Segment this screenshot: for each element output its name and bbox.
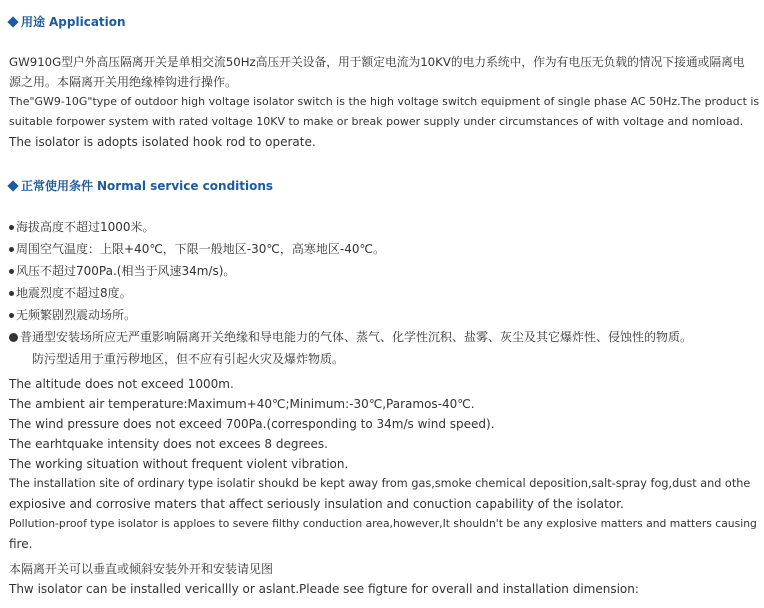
condition-en-line: The installation site of ordinary type isolatir shoukd be kept away from gas,smoke chemical deposition,salt-spray fog,dust and othe <box>9 477 751 490</box>
application-zh-line-2: 源之用。本隔离开关用绝缘棒钩进行操作。 <box>9 75 238 89</box>
application-en-line-2: suitable forpower system with rated voltage 10KV to make or break power supply under circumstances of with voltage and nomload. <box>9 115 744 128</box>
condition-en-line: The ambient air temperature:Maximum+40℃;Minimum:-30℃,Paramos-40℃. <box>9 397 475 411</box>
condition-en-line: The wind pressure does not exceed 700Pa.(corresponding to 34m/s wind speed). <box>9 417 495 431</box>
application-zh-line-1: GW910G型户外高压隔离开关是单相交流50Hz高压开关设备，用于额定电流为10KV的电力系统中，作为有电压无负载的情况下接通或隔离电 <box>9 55 745 69</box>
conditions-heading: 正常使用条件 Normal service conditions <box>9 176 273 196</box>
condition-en-line: Pollution-proof type isolator is apploes to severe filthy conduction area,however,It shouldn't be any explosive matters and matters causing <box>9 517 757 530</box>
condition-zh-indent: 防污型适用于重污秽地区，但不应有引起火灾及爆炸物质。 <box>32 352 345 366</box>
bullet-icon <box>9 291 14 296</box>
application-en-line-3: The isolator is adopts isolated hook rod to operate. <box>9 135 316 149</box>
condition-en-line: The working situation without frequent violent vibration. <box>9 457 349 471</box>
diamond-bullet-icon <box>7 180 18 191</box>
condition-zh-item: 海拔高度不超过1000米。 <box>9 217 155 237</box>
condition-zh-item: 风压不超过700Pa.(相当于风速34m/s)。 <box>9 261 235 281</box>
condition-en-line: The altitude does not exceed 1000m. <box>9 377 234 391</box>
installation-zh: 本隔离开关可以垂直或倾斜安装外开和安装请见图 <box>9 562 274 576</box>
bullet-icon <box>9 247 14 252</box>
installation-en: Thw isolator can be installed vericallly or aslant.Pleade see figture for overall and installation dimension: <box>9 582 639 596</box>
condition-en-line: The earhtquake intensity does not excees 8 degrees. <box>9 437 328 451</box>
diamond-bullet-icon <box>7 16 18 27</box>
condition-zh-item: 普通型安装场所应无严重影响隔离开关绝缘和导电能力的气体、蒸气、化学性沉积、盐雾、灰尘及其它爆炸性、侵蚀性的物质。 <box>9 327 692 347</box>
condition-zh-item: 无频繁剧烈震动场所。 <box>9 305 136 325</box>
application-en-line-1: The"GW9-10G"type of outdoor high voltage isolator switch is the high voltage switch equipment of single phase AC 50Hz.The product is <box>9 95 760 108</box>
bullet-icon <box>9 225 14 230</box>
condition-en-line: fire. <box>9 537 33 551</box>
bullet-icon <box>9 333 18 342</box>
condition-zh-item: 地震烈度不超过8度。 <box>9 283 132 303</box>
condition-zh-item: 周围空气温度：上限+40℃，下限一般地区-30℃，高寒地区-40℃。 <box>9 239 385 259</box>
condition-en-line: expiosive and corrosive maters that affect seriously insulation and conuction capability of the isolator. <box>9 497 624 511</box>
bullet-icon <box>9 313 14 318</box>
bullet-icon <box>9 269 14 274</box>
application-heading: 用途 Application <box>9 12 126 32</box>
